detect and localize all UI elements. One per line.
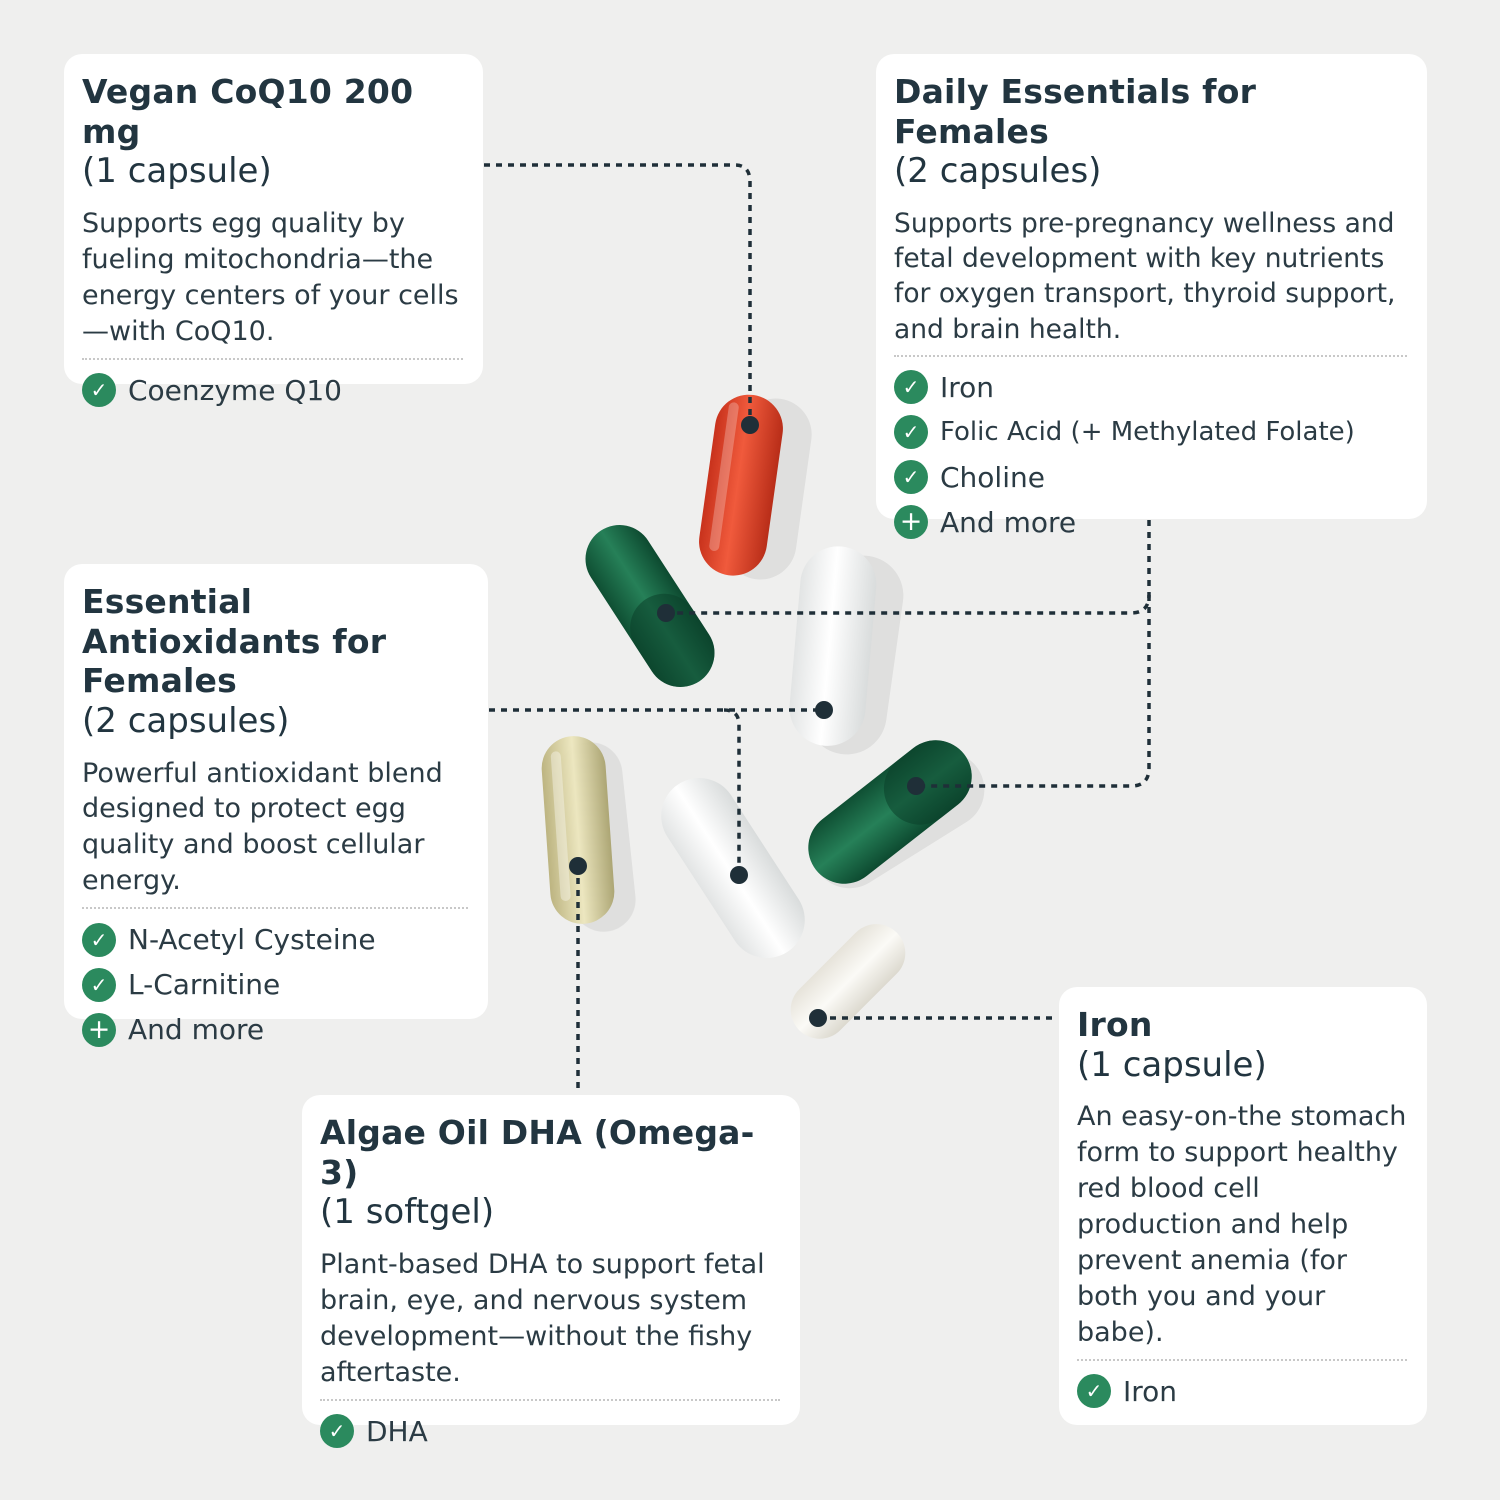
check-icon: ✓ [82,968,116,1002]
ingredient-item [82,917,468,962]
ingredient-item [1077,1369,1407,1414]
card-coq10 [64,54,483,407]
card-title: Iron [1077,1005,1153,1044]
card-description: Plant-based DHA to support fetal brain, eye, and nervous system development—without the fishy aftertaste. [320,1247,780,1401]
ingredient-item [320,1409,780,1454]
card-title: Algae Oil DHA (Omega-3) [320,1113,755,1192]
ingredient-item [82,1007,468,1052]
ingredient-item [894,500,1407,545]
connector-dot-dha [569,857,587,875]
white-capsule-middle [647,763,820,972]
card-title: Essential Antioxidants for Females [82,582,387,701]
card-dha [302,1095,800,1448]
card-subtitle: (1 capsule) [1077,1044,1267,1085]
ingredient-label: N-Acetyl Cysteine [128,923,376,957]
card-daily-essentials [876,54,1427,539]
check-icon: ✓ [1077,1374,1111,1408]
ingredient-item [894,455,1407,500]
ingredient-label: Iron [940,370,995,404]
ingredient-item [82,368,463,413]
check-icon: ✓ [894,415,928,449]
card-subtitle: (1 softgel) [320,1192,495,1233]
connector-dot-daily-top [657,604,675,622]
ingredient-label: Choline [940,460,1045,494]
check-icon: ✓ [894,370,928,404]
card-subtitle: (2 capsules) [894,151,1102,192]
connector-dot-iron [809,1009,827,1027]
ingredient-label: And more [940,505,1077,539]
ingredient-label: And more [128,1013,265,1047]
card-iron [1059,987,1427,1425]
card-subtitle: (1 capsule) [82,151,272,192]
ingredient-label: Folic Acid (+ Methylated Folate) [940,417,1355,448]
ingredient-label: DHA [366,1414,428,1448]
plus-icon: + [894,505,928,539]
ingredient-label: L-Carnitine [128,968,281,1002]
check-icon: ✓ [82,373,116,407]
card-subtitle: (2 capsules) [82,700,290,741]
card-description: Supports pre-pregnancy wellness and fetal development with key nutrients for oxygen transport, thyroid support, and brain health. [894,206,1407,357]
card-title: Daily Essentials for Females [894,72,1257,151]
plus-icon: + [82,1013,116,1047]
check-icon: ✓ [894,460,928,494]
connector-dot-daily-bottom [907,777,925,795]
connector-dot-coq10 [741,416,759,434]
card-title: Vegan CoQ10 200 mg [82,72,414,151]
card-description: Supports egg quality by fueling mitochondria—the energy centers of your cells—with CoQ10. [82,206,463,360]
connector-dot-antioxidants-1 [815,701,833,719]
ingredient-item [894,410,1407,455]
card-antioxidants [64,564,488,1047]
connector-coq10 [484,165,750,425]
check-icon: ✓ [82,923,116,957]
ingredient-label: Coenzyme Q10 [128,373,342,407]
check-icon: ✓ [320,1414,354,1448]
ingredient-item [894,365,1407,410]
card-description: Powerful antioxidant blend designed to protect egg quality and boost cellular energy. [82,756,468,910]
ingredient-label: Iron [1123,1374,1178,1408]
softgel-capsule [540,734,617,926]
card-description: An easy-on-the stomach form to support healthy red blood cell production and help prevent anemia (for both you and your babe). [1077,1099,1407,1360]
connector-dot-antioxidants-2 [730,866,748,884]
ingredient-item [82,962,468,1007]
